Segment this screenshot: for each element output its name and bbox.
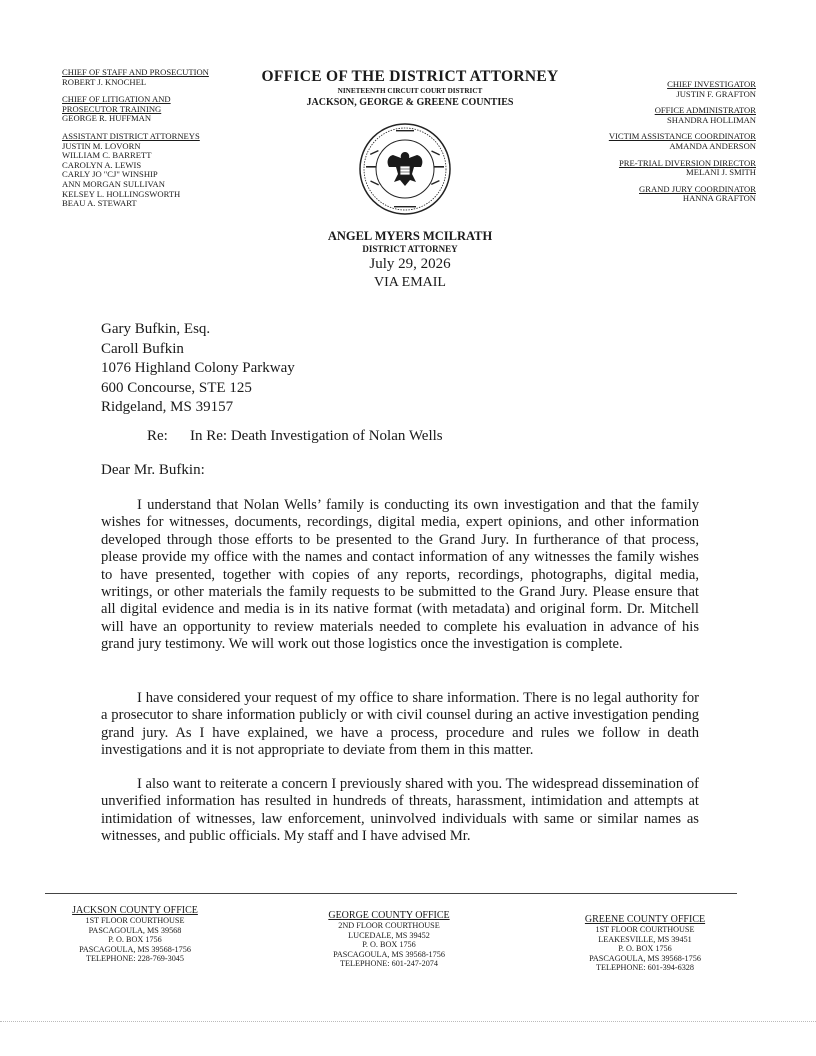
staff-group — [526, 80, 756, 99]
staff-title: OFFICE ADMINISTRATOR — [654, 105, 756, 116]
re-subject: In Re: Death Investigation of Nolan Wells — [190, 428, 443, 444]
recipient-address — [101, 320, 295, 418]
staff-name: MELANI J. SMITH — [686, 167, 756, 178]
footer-line: PASCAGOULA, MS 39568-1756 — [79, 944, 191, 954]
staff-name: CARLY JO "CJ" WINSHIP — [62, 169, 158, 180]
footer-line: LEAKESVILLE, MS 39451 — [598, 934, 692, 944]
body-paragraph — [101, 497, 699, 654]
salutation: Dear Mr. Bufkin: — [101, 462, 205, 478]
address-line: Ridgeland, MS 39157 — [101, 399, 234, 415]
staff-name: KELSEY L. HOLLINGSWORTH — [62, 188, 181, 199]
footer-line: PASCAGOULA, MS 39568-1756 — [333, 949, 445, 959]
staff-title: VICTIM ASSISTANCE COORDINATOR — [608, 131, 756, 142]
letter-date: July 29, 2026 — [369, 256, 451, 272]
address-line: 600 Concourse, STE 125 — [101, 379, 252, 396]
office-title: OFFICE OF THE DISTRICT ATTORNEY — [261, 68, 559, 85]
re-label: Re: — [147, 428, 168, 444]
body-paragraph — [101, 776, 699, 846]
footer-line: PASCAGOULA, MS 39568-1756 — [589, 953, 701, 963]
staff-name: AMANDA ANDERSON — [669, 140, 756, 151]
address-line: 1076 Highland Colony Parkway — [101, 360, 295, 376]
footer-line: TELEPHONE: 228-769-3045 — [85, 954, 184, 964]
footer-line: P. O. BOX 1756 — [362, 940, 416, 950]
staff-name: HANNA GRAFTON — [682, 193, 756, 204]
footer-line: P. O. BOX 1756 — [108, 935, 162, 945]
delivery-method: VIA EMAIL — [374, 275, 446, 290]
district-attorney-name: ANGEL MYERS MCILRATH — [327, 229, 493, 243]
footer-line: 1ST FLOOR COURTHOUSE — [85, 916, 185, 925]
staff-group — [62, 132, 262, 209]
footer-office-head: GEORGE COUNTY OFFICE — [328, 910, 450, 921]
staff-title: PRE-TRIAL DIVERSION DIRECTOR — [618, 157, 756, 168]
scan-edge-line — [0, 1021, 816, 1022]
footer-line: 1ST FLOOR COURTHOUSE — [595, 925, 695, 934]
address-line: Caroll Bufkin — [101, 340, 184, 357]
staff-name: CAROLYN A. LEWIS — [62, 159, 142, 170]
district-attorney-title: DISTRICT ATTORNEY — [362, 244, 458, 254]
office-district: NINETEENTH CIRCUIT COURT DISTRICT — [337, 87, 483, 95]
staff-title-line2: PROSECUTOR TRAINING — [62, 103, 162, 114]
footer-office-head: GREENE COUNTY OFFICE — [584, 914, 706, 925]
staff-group — [526, 159, 756, 178]
staff-group — [62, 68, 262, 87]
footer-line: P. O. BOX 1756 — [618, 944, 672, 954]
staff-name: GEORGE R. HUFFMAN — [62, 113, 152, 124]
staff-title: CHIEF OF STAFF AND PROSECUTION — [62, 67, 209, 77]
staff-group — [62, 95, 262, 124]
staff-name: ANN MORGAN SULLIVAN — [62, 178, 165, 189]
paragraph-text: I also want to reiterate a concern I previously shared with you. The widespread dissemination of unverified information has resulted in hundreds of threats, harassment, intimidation and attempts at intimidation of witnesses, law enforcement, uninvolved individuals with same or similar names as witnesses, and public officials. My staff and I have advised Mr. — [101, 776, 699, 845]
staff-name: WILLIAM C. BARRETT — [62, 150, 152, 161]
body-paragraph — [101, 690, 699, 760]
staff-list-left — [62, 68, 262, 217]
footer-office-jackson — [50, 905, 220, 964]
footer-office-george — [304, 910, 474, 969]
staff-group — [526, 185, 756, 204]
address-line: Gary Bufkin, Esq. — [101, 321, 211, 337]
staff-title: ASSISTANT DISTRICT ATTORNEYS — [62, 130, 200, 141]
footer-line: PASCAGOULA, MS 39568 — [88, 925, 182, 935]
paragraph-text: I understand that Nolan Wells’ family is conducting its own investigation and that the family wishes for witnesses, documents, recordings, digital media, expert opinions, and other information developed through those efforts to be presented to the Grand Jury. In furtherance of that process, please provide my office with the names and contact information of any witnesses the family wishes to have presented, together with copies of any reports, recordings, photographs, digital media, writings, or other materials the family requests to be submitted to the Grand Jury. Please ensure that all digital evidence and media is in its native format (with metadata) and original form. Dr. Mitchell will have an opportunity to review materials needed to complete his evaluation in advance of his grand jury testimony. We will work out those logistics once the investigation is complete. — [101, 497, 699, 653]
footer-office-head: JACKSON COUNTY OFFICE — [72, 905, 198, 916]
footer-line: LUCEDALE, MS 39452 — [348, 930, 430, 940]
office-counties: JACKSON, GEORGE & GREENE COUNTIES — [306, 97, 514, 108]
staff-group — [526, 132, 756, 151]
footer-line: TELEPHONE: 601-394-6328 — [595, 963, 694, 973]
staff-name: BEAU A. STEWART — [62, 198, 137, 209]
footer-divider — [45, 893, 737, 894]
staff-name: JUSTIN M. LOVORN — [62, 140, 141, 151]
staff-name: SHANDRA HOLLIMAN — [666, 114, 756, 125]
staff-title: CHIEF OF LITIGATION AND — [62, 94, 171, 105]
staff-list-right — [526, 80, 756, 211]
staff-title: CHIEF INVESTIGATOR — [667, 79, 756, 89]
footer-line: 2ND FLOOR COURTHOUSE — [338, 921, 440, 930]
state-seal-icon — [358, 122, 452, 216]
staff-group — [526, 106, 756, 125]
staff-name: ROBERT J. KNOCHEL — [62, 76, 147, 87]
paragraph-text: I have considered your request of my office to share information. There is no legal authority for a prosecutor to share information publicly or with civil counsel during an active investigation pending grand jury. As I have explained, we have a process, procedure and rules we follow in death investigations and it is not appropriate to deviate from them in this matter. — [101, 690, 699, 759]
staff-name: JUSTIN F. GRAFTON — [676, 88, 756, 99]
footer-office-greene — [560, 914, 730, 973]
staff-title: GRAND JURY COORDINATOR — [639, 183, 756, 194]
footer-line: TELEPHONE: 601-247-2074 — [339, 959, 438, 969]
